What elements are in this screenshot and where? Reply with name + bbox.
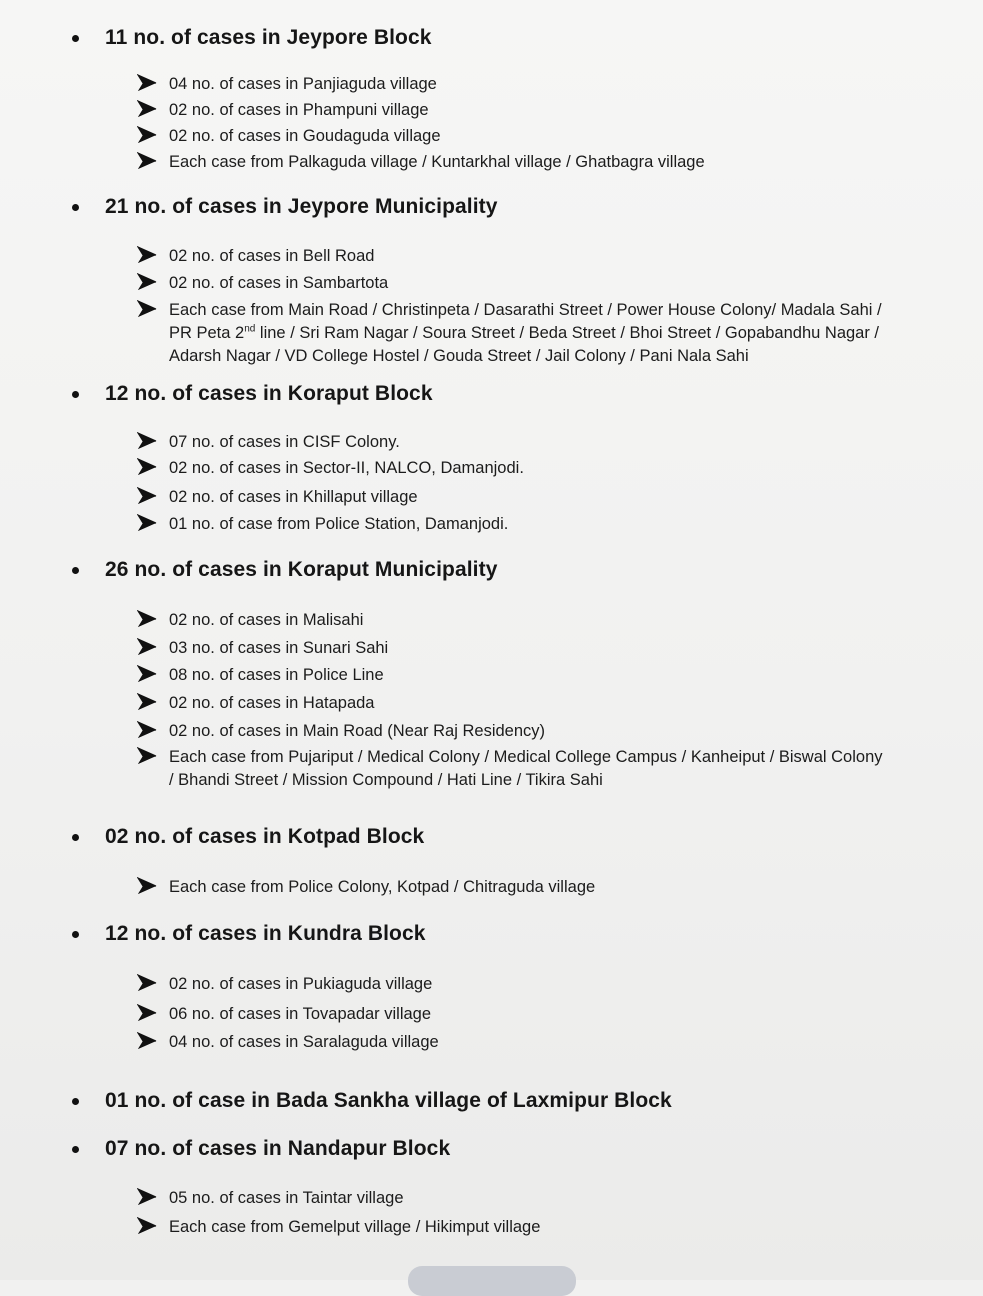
- list-item: [137, 245, 374, 267]
- arrowhead-icon: [137, 1032, 157, 1050]
- list-item-text: 02 no. of cases in Khillaput village: [169, 488, 418, 506]
- arrowhead-icon: [137, 100, 157, 118]
- heading-text: 12 no. of cases in Kundra Block: [105, 922, 426, 945]
- heading-text: 07 no. of cases in Nandapur Block: [105, 1137, 451, 1160]
- bullet-icon: [72, 391, 79, 398]
- list-item: [137, 692, 374, 714]
- list-item: [137, 876, 595, 898]
- section-heading-koraput-block: [72, 382, 433, 406]
- bullet-icon: [72, 204, 79, 211]
- list-item-text: Each case from Police Colony, Kotpad / Chitraguda village: [169, 878, 596, 896]
- list-item-text: 02 no. of cases in Main Road (Near Raj Residency): [169, 722, 546, 740]
- list-item-text: 01 no. of case from Police Station, Damanjodi.: [169, 515, 509, 533]
- line-1: Each case from Main Road / Christinpeta / Dasarathi Street / Power House Colony/ Madala Sahi /: [169, 301, 882, 319]
- list-item-text: 02 no. of cases in Phampuni village: [169, 101, 429, 119]
- arrowhead-icon: [137, 974, 157, 992]
- heading-text: 01 no. of case in Bada Sankha village of Laxmipur Block: [105, 1089, 672, 1112]
- list-item: [137, 1187, 404, 1209]
- list-item-text: 02 no. of cases in Bell Road: [169, 247, 375, 265]
- heading-text: 12 no. of cases in Koraput Block: [105, 382, 433, 405]
- list-item: [137, 664, 384, 686]
- arrowhead-icon: [137, 487, 157, 505]
- list-item: [137, 609, 363, 631]
- bottom-overlay-handle[interactable]: [408, 1266, 576, 1296]
- list-item: [137, 431, 400, 453]
- arrowhead-icon: [137, 721, 157, 739]
- arrowhead-icon: [137, 1188, 157, 1206]
- list-item: [137, 272, 388, 294]
- list-item-text: 08 no. of cases in Police Line: [169, 666, 384, 684]
- arrowhead-icon: [137, 273, 157, 291]
- arrowhead-icon: [137, 300, 157, 318]
- list-item: [137, 125, 441, 147]
- list-item: [137, 457, 524, 479]
- bullet-icon: [72, 1098, 79, 1105]
- bullet-icon: [72, 931, 79, 938]
- arrowhead-icon: [137, 246, 157, 264]
- line-2-pre: PR Peta 2: [169, 324, 245, 342]
- list-item: [137, 151, 705, 173]
- list-item-text: [169, 299, 959, 368]
- arrowhead-icon: [137, 74, 157, 92]
- list-item-text: Each case from Gemelput village / Hikimput village: [169, 1218, 541, 1236]
- arrowhead-icon: [137, 432, 157, 450]
- bullet-icon: [72, 1146, 79, 1153]
- bullet-icon: [72, 834, 79, 841]
- line-1: Each case from Pujariput / Medical Colony / Medical College Campus / Kanheiput / Biswal Colony: [169, 748, 883, 766]
- list-item: [137, 720, 545, 742]
- list-item: [137, 73, 437, 95]
- list-item: [137, 486, 418, 508]
- list-item: [137, 1216, 540, 1238]
- section-heading-jeypore-block: [72, 26, 432, 50]
- bullet-icon: [72, 35, 79, 42]
- section-heading-nandapur-block: [72, 1137, 450, 1161]
- heading-text: 11 no. of cases in Jeypore Block: [105, 26, 432, 49]
- list-item-text: 04 no. of cases in Saralaguda village: [169, 1033, 439, 1051]
- list-item-text: 02 no. of cases in Sambartota: [169, 274, 389, 292]
- list-item-text: 04 no. of cases in Panjiaguda village: [169, 75, 437, 93]
- section-heading-koraput-municipality: [72, 558, 497, 582]
- section-heading-jeypore-municipality: [72, 195, 498, 219]
- list-item-text: 02 no. of cases in Goudaguda village: [169, 127, 441, 145]
- list-item: [137, 1031, 439, 1053]
- bullet-icon: [72, 567, 79, 574]
- list-item-text: 06 no. of cases in Tovapadar village: [169, 1005, 432, 1023]
- list-item: [137, 299, 959, 368]
- list-item-text: 02 no. of cases in Pukiaguda village: [169, 975, 433, 993]
- list-item-text: Each case from Palkaguda village / Kuntarkhal village / Ghatbagra village: [169, 153, 705, 171]
- list-item: [137, 746, 959, 792]
- list-item-text: 02 no. of cases in Malisahi: [169, 611, 364, 629]
- arrowhead-icon: [137, 747, 157, 765]
- line-2: / Bhandi Street / Mission Compound / Hati Line / Tikira Sahi: [169, 771, 603, 789]
- arrowhead-icon: [137, 877, 157, 895]
- arrowhead-icon: [137, 458, 157, 476]
- list-item: [137, 973, 432, 995]
- arrowhead-icon: [137, 693, 157, 711]
- arrowhead-icon: [137, 638, 157, 656]
- heading-text: 21 no. of cases in Jeypore Municipality: [105, 195, 498, 218]
- line-2-post: line / Sri Ram Nagar / Soura Street / Beda Street / Bhoi Street / Gopabandhu Nagar /: [255, 324, 880, 342]
- list-item: [137, 1003, 431, 1025]
- list-item-text: [169, 746, 959, 792]
- arrowhead-icon: [137, 1004, 157, 1022]
- ordinal-superscript: nd: [244, 323, 256, 335]
- arrowhead-icon: [137, 152, 157, 170]
- section-heading-kotpad-block: [72, 825, 424, 849]
- line-3: Adarsh Nagar / VD College Hostel / Gouda Street / Jail Colony / Pani Nala Sahi: [169, 347, 749, 365]
- list-item: [137, 637, 388, 659]
- heading-text: 26 no. of cases in Koraput Municipality: [105, 558, 498, 581]
- arrowhead-icon: [137, 665, 157, 683]
- section-heading-laxmipur-block: [72, 1089, 672, 1113]
- arrowhead-icon: [137, 610, 157, 628]
- list-item-text: 07 no. of cases in CISF Colony.: [169, 433, 400, 451]
- list-item-text: 05 no. of cases in Taintar village: [169, 1189, 404, 1207]
- list-item-text: 02 no. of cases in Sector-II, NALCO, Damanjodi.: [169, 459, 524, 477]
- section-heading-kundra-block: [72, 922, 426, 946]
- arrowhead-icon: [137, 1217, 157, 1235]
- list-item-text: 02 no. of cases in Hatapada: [169, 694, 375, 712]
- list-item: [137, 513, 508, 535]
- list-item: [137, 99, 429, 121]
- heading-text: 02 no. of cases in Kotpad Block: [105, 825, 425, 848]
- arrowhead-icon: [137, 126, 157, 144]
- arrowhead-icon: [137, 514, 157, 532]
- list-item-text: 03 no. of cases in Sunari Sahi: [169, 639, 389, 657]
